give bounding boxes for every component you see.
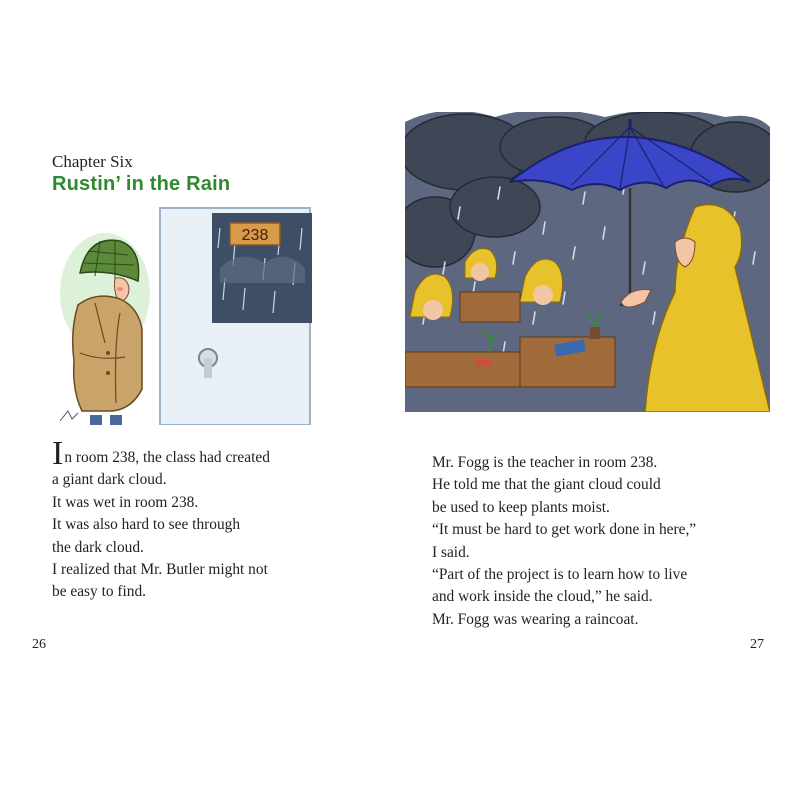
illustration-classroom-rain-cloud xyxy=(405,112,770,412)
text-line: Mr. Fogg is the teacher in room 238. xyxy=(432,454,658,471)
chapter-label: Chapter Six xyxy=(52,152,133,171)
text-line: a giant dark cloud. xyxy=(52,471,167,489)
text-line: It was also hard to see through xyxy=(52,516,241,534)
text-line: be easy to find. xyxy=(52,583,147,601)
text-line: “It must be hard to get work done in here,” xyxy=(432,521,697,539)
right-page-text xyxy=(432,452,696,631)
text-line: He told me that the giant cloud could xyxy=(432,476,661,494)
text-line: It was wet in room 238. xyxy=(52,493,199,511)
door-number: 238 xyxy=(241,227,269,244)
text-line: In room 238, the class had created xyxy=(52,435,270,472)
text-line: be used to keep plants moist. xyxy=(432,498,610,516)
illustration-detective-at-door xyxy=(60,203,315,425)
chapter-title: Rustin’ in the Rain xyxy=(52,173,231,195)
text-line: and work inside the cloud,” he said. xyxy=(432,588,653,606)
page-number-left: 26 xyxy=(32,637,46,652)
text-line: “Part of the project is to learn how to live xyxy=(432,566,688,584)
text-line: the dark cloud. xyxy=(52,538,144,556)
text-line: I realized that Mr. Butler might not xyxy=(52,561,268,579)
left-page-text xyxy=(52,435,270,604)
drop-cap: I xyxy=(52,435,64,472)
page-number-right: 27 xyxy=(750,637,764,652)
text-line: I said. xyxy=(432,543,470,561)
text-line: Mr. Fogg was wearing a raincoat. xyxy=(432,610,639,628)
